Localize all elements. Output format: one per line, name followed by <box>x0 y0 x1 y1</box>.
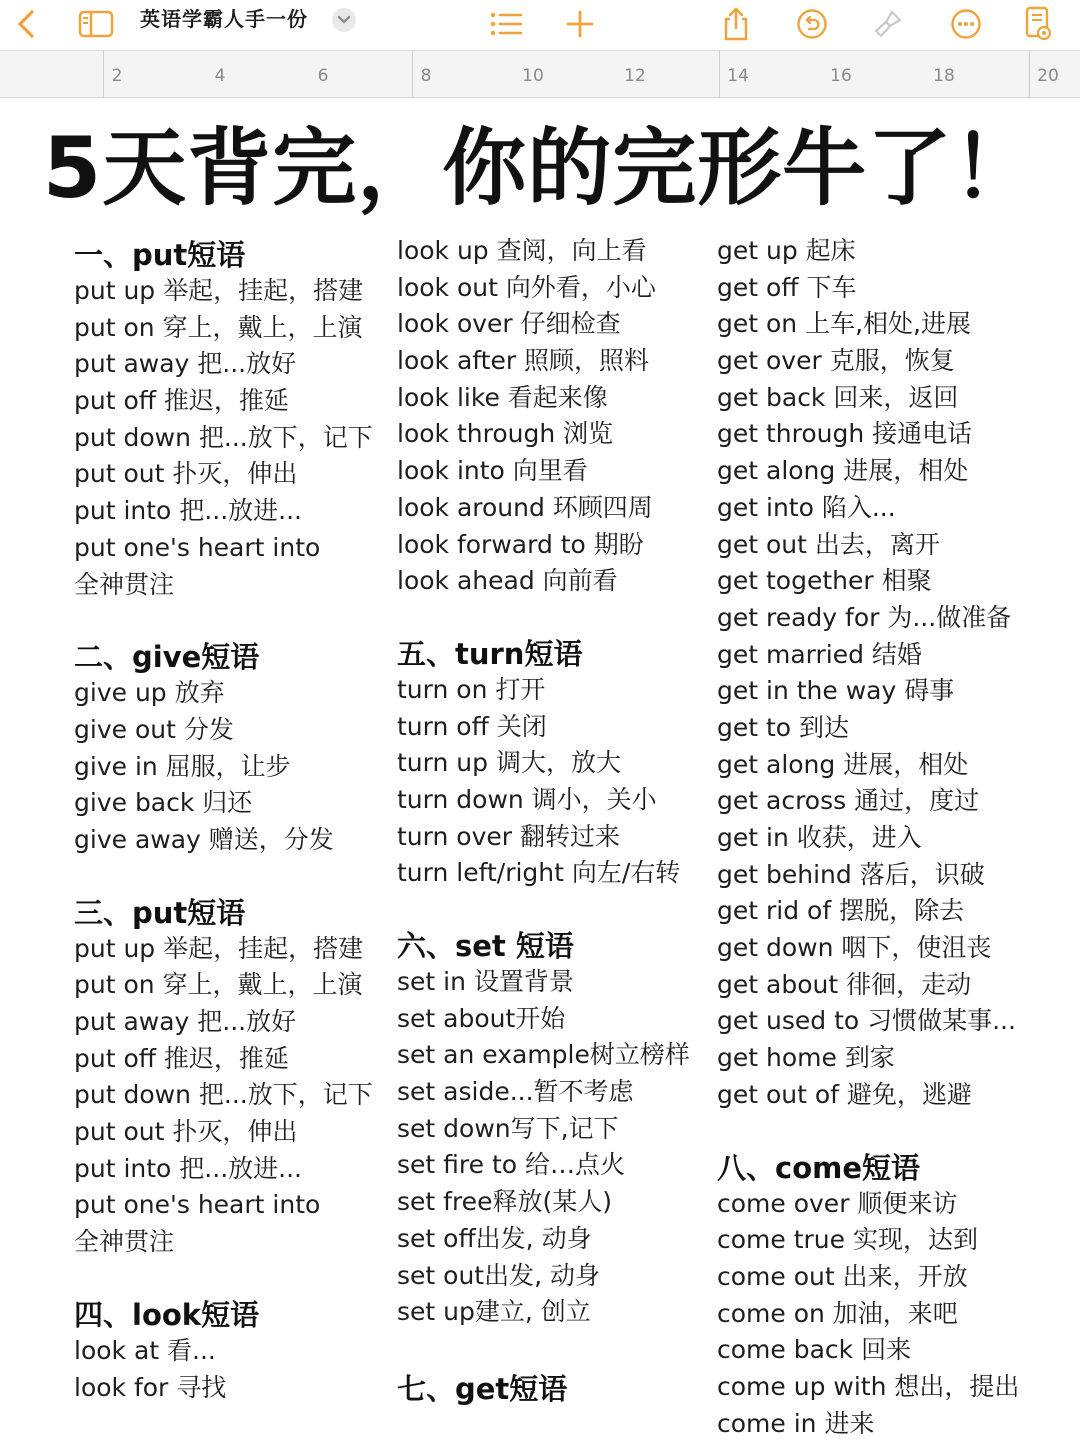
phrase-line: set out出发, 动身 <box>397 1260 600 1290</box>
phrase-line: turn down 调小，关小 <box>397 784 657 814</box>
text-column-1[interactable] <box>74 233 373 1406</box>
phrase-line: look around 环顾四周 <box>397 492 653 522</box>
phrase-line: look for 寻找 <box>74 1372 227 1402</box>
phrase-line: get to 到达 <box>717 712 850 742</box>
phrase-line: put down 把...放下，记下 <box>74 1080 373 1110</box>
phrase-line: look like 看起来像 <box>397 382 608 412</box>
ruler-number: 20 <box>1037 66 1059 86</box>
more-icon <box>950 8 982 40</box>
phrase-line: set aside...暂不考虑 <box>397 1077 634 1107</box>
phrase-line: set free释放(某人) <box>397 1187 612 1217</box>
section-heading: 一、put短语 <box>74 238 246 272</box>
phrase-line: give up 放弃 <box>74 678 225 708</box>
phrase-line: put off 推迟，推延 <box>74 386 289 416</box>
phrase-line: look into 向里看 <box>397 456 588 486</box>
phrase-line: put into 把...放进... <box>74 496 302 526</box>
phrase-line: put one's heart into <box>74 1190 321 1220</box>
phrase-line: give out 分发 <box>74 714 234 744</box>
phrase-line: get over 克服，恢复 <box>717 346 955 376</box>
phrase-line: get behind 落后，识破 <box>717 859 985 889</box>
phrase-line: look forward to 期盼 <box>397 529 644 559</box>
section-heading: 七、get短语 <box>397 1371 568 1406</box>
plus-icon <box>566 10 594 38</box>
phrase-line: look over 仔细检查 <box>397 309 621 339</box>
phrase-line: look after 照顾，照料 <box>397 346 650 376</box>
share-icon <box>721 6 751 42</box>
phrase-line: turn on 打开 <box>397 674 546 704</box>
list-button[interactable] <box>486 4 526 44</box>
back-chevron-icon <box>15 9 37 39</box>
phrase-line: get on 上车,相处,进展 <box>717 309 971 339</box>
phrase-line: look up 查阅，向上看 <box>397 236 647 265</box>
section-heading: 三、put短语 <box>74 895 246 930</box>
ruler-column-guide <box>719 51 720 97</box>
phrase-line: get through 接通电话 <box>717 419 973 449</box>
phrase-line: turn over 翻转过来 <box>397 821 620 851</box>
ruler-margin-right <box>1029 51 1030 97</box>
phrase-line: look out 向外看，小心 <box>397 272 656 302</box>
phrase-line: set in 设置背景 <box>397 967 574 996</box>
section-spacer <box>397 1331 690 1367</box>
undo-icon <box>796 8 828 40</box>
more-button[interactable] <box>946 4 986 44</box>
phrase-line: put on 穿上，戴上，上演 <box>74 312 363 342</box>
section-heading: 四、look短语 <box>74 1297 260 1332</box>
phrase-line: 全神贯注 <box>74 569 175 599</box>
phrase-line: put away 把...放好 <box>74 1007 297 1036</box>
ruler[interactable] <box>0 51 1080 98</box>
phrase-line: get together 相聚 <box>717 566 932 596</box>
section-heading: 八、come短语 <box>717 1150 921 1185</box>
phrase-line: get out of 避免，逃避 <box>717 1079 972 1109</box>
section-spacer <box>717 1114 1019 1146</box>
ruler-number: 8 <box>420 66 432 86</box>
phrase-line: come over 顺便来访 <box>717 1188 958 1218</box>
brush-icon <box>872 8 904 40</box>
phrase-line: look ahead 向前看 <box>397 566 618 596</box>
phrase-line: put off 推迟，推延 <box>74 1043 289 1073</box>
add-button[interactable] <box>560 4 600 44</box>
section-spacer <box>74 603 373 635</box>
text-column-3[interactable] <box>717 233 1019 1440</box>
phrase-line: come on 加油，来吧 <box>717 1298 958 1328</box>
phrase-line: put out 扑灭，伸出 <box>74 1117 298 1147</box>
section-spacer <box>397 600 690 632</box>
phrase-line: get about 徘徊，走动 <box>717 969 972 999</box>
phrase-line: set fire to 给…点火 <box>397 1150 626 1180</box>
phrase-line: put up 举起，挂起，搭建 <box>74 933 364 963</box>
phrase-line: get off 下车 <box>717 272 857 302</box>
title-menu-button[interactable] <box>332 8 356 32</box>
phrase-line: set about开始 <box>397 1003 566 1033</box>
page-title[interactable]: 5天背完，你的完形牛了！ <box>42 119 1038 217</box>
phrase-line: get along 进展，相处 <box>717 749 969 779</box>
ruler-number: 18 <box>933 66 955 86</box>
phrase-line: get along 进展，相处 <box>717 456 969 486</box>
phrase-line: give away 赠送，分发 <box>74 824 334 854</box>
phrase-line: set up建立, 创立 <box>397 1297 591 1327</box>
back-button[interactable] <box>8 4 44 44</box>
section-spacer <box>397 892 690 924</box>
section-heading: 二、give短语 <box>74 640 260 675</box>
phrase-line: get up 起床 <box>717 236 856 265</box>
text-column-2[interactable] <box>397 233 690 1407</box>
phrase-line: turn left/right 向左/右转 <box>397 858 681 888</box>
ruler-number: 2 <box>111 66 123 86</box>
phrase-line: come out 出来，开放 <box>717 1261 968 1291</box>
document-view-icon <box>1023 6 1053 42</box>
ruler-number: 4 <box>214 66 226 86</box>
ruler-number: 16 <box>830 66 852 86</box>
phrase-line: set off出发, 动身 <box>397 1223 592 1253</box>
phrase-line: put up 举起，挂起，搭建 <box>74 276 364 305</box>
document-title[interactable]: 英语学霸人手一份 <box>140 7 308 31</box>
chevron-down-icon <box>337 15 351 25</box>
phrase-line: put on 穿上，戴上，上演 <box>74 970 363 1000</box>
phrase-line: come true 实现，达到 <box>717 1225 978 1255</box>
phrase-line: set an example树立榜样 <box>397 1040 690 1070</box>
sidebar-icon <box>78 10 114 38</box>
phrase-line: get across 通过，度过 <box>717 786 980 816</box>
list-icon <box>489 11 523 37</box>
undo-button[interactable] <box>792 4 832 44</box>
phrase-line: get ready for 为...做准备 <box>717 602 1012 632</box>
phrase-line: look through 浏览 <box>397 419 614 449</box>
phrase-line: put down 把...放下，记下 <box>74 422 373 452</box>
phrase-line: 全神贯注 <box>74 1227 175 1257</box>
phrase-line: give back 归还 <box>74 788 253 818</box>
phrase-line: get back 回来，返回 <box>717 382 959 412</box>
phrase-line: get out 出去，离开 <box>717 529 940 559</box>
phrase-line: put one's heart into <box>74 532 321 562</box>
phrase-line: come in 进来 <box>717 1408 875 1438</box>
phrase-line: turn off 关闭 <box>397 711 547 741</box>
format-brush-button[interactable] <box>868 4 908 44</box>
phrase-line: set down写下,记下 <box>397 1113 619 1143</box>
phrase-line: get into 陷入... <box>717 492 896 522</box>
sidebar-button[interactable] <box>76 4 116 44</box>
section-spacer <box>74 859 373 891</box>
phrase-line: get married 结婚 <box>717 639 922 669</box>
phrase-line: get rid of 摆脱，除去 <box>717 896 965 926</box>
section-spacer <box>74 1261 373 1293</box>
share-button[interactable] <box>716 4 756 44</box>
section-heading: 五、turn短语 <box>397 636 583 671</box>
phrase-line: get in 收获，进入 <box>717 823 922 852</box>
phrase-line: come back 回来 <box>717 1335 912 1365</box>
phrase-line: put out 扑灭，伸出 <box>74 459 298 489</box>
ruler-number: 10 <box>522 66 544 86</box>
phrase-line: get down 咽下，使沮丧 <box>717 933 992 963</box>
phrase-line: give in 屈服，让步 <box>74 751 291 781</box>
phrase-line: put into 把...放进... <box>74 1153 302 1183</box>
phrase-line: get in the way 碍事 <box>717 676 955 706</box>
phrase-line: get used to 习惯做某事... <box>717 1006 1016 1036</box>
document-view-button[interactable] <box>1018 4 1058 44</box>
section-heading: 六、set 短语 <box>397 929 574 963</box>
top-toolbar <box>0 0 1080 51</box>
ruler-number: 12 <box>624 66 646 86</box>
phrase-line: get home 到家 <box>717 1043 895 1073</box>
phrase-line: put away 把...放好 <box>74 349 297 379</box>
phrase-line: look at 看... <box>74 1335 216 1365</box>
phrase-line: turn up 调大，放大 <box>397 748 621 778</box>
ruler-number: 14 <box>727 66 749 86</box>
phrase-line: come up with 想出，提出 <box>717 1371 1020 1401</box>
ruler-number: 6 <box>317 66 329 86</box>
